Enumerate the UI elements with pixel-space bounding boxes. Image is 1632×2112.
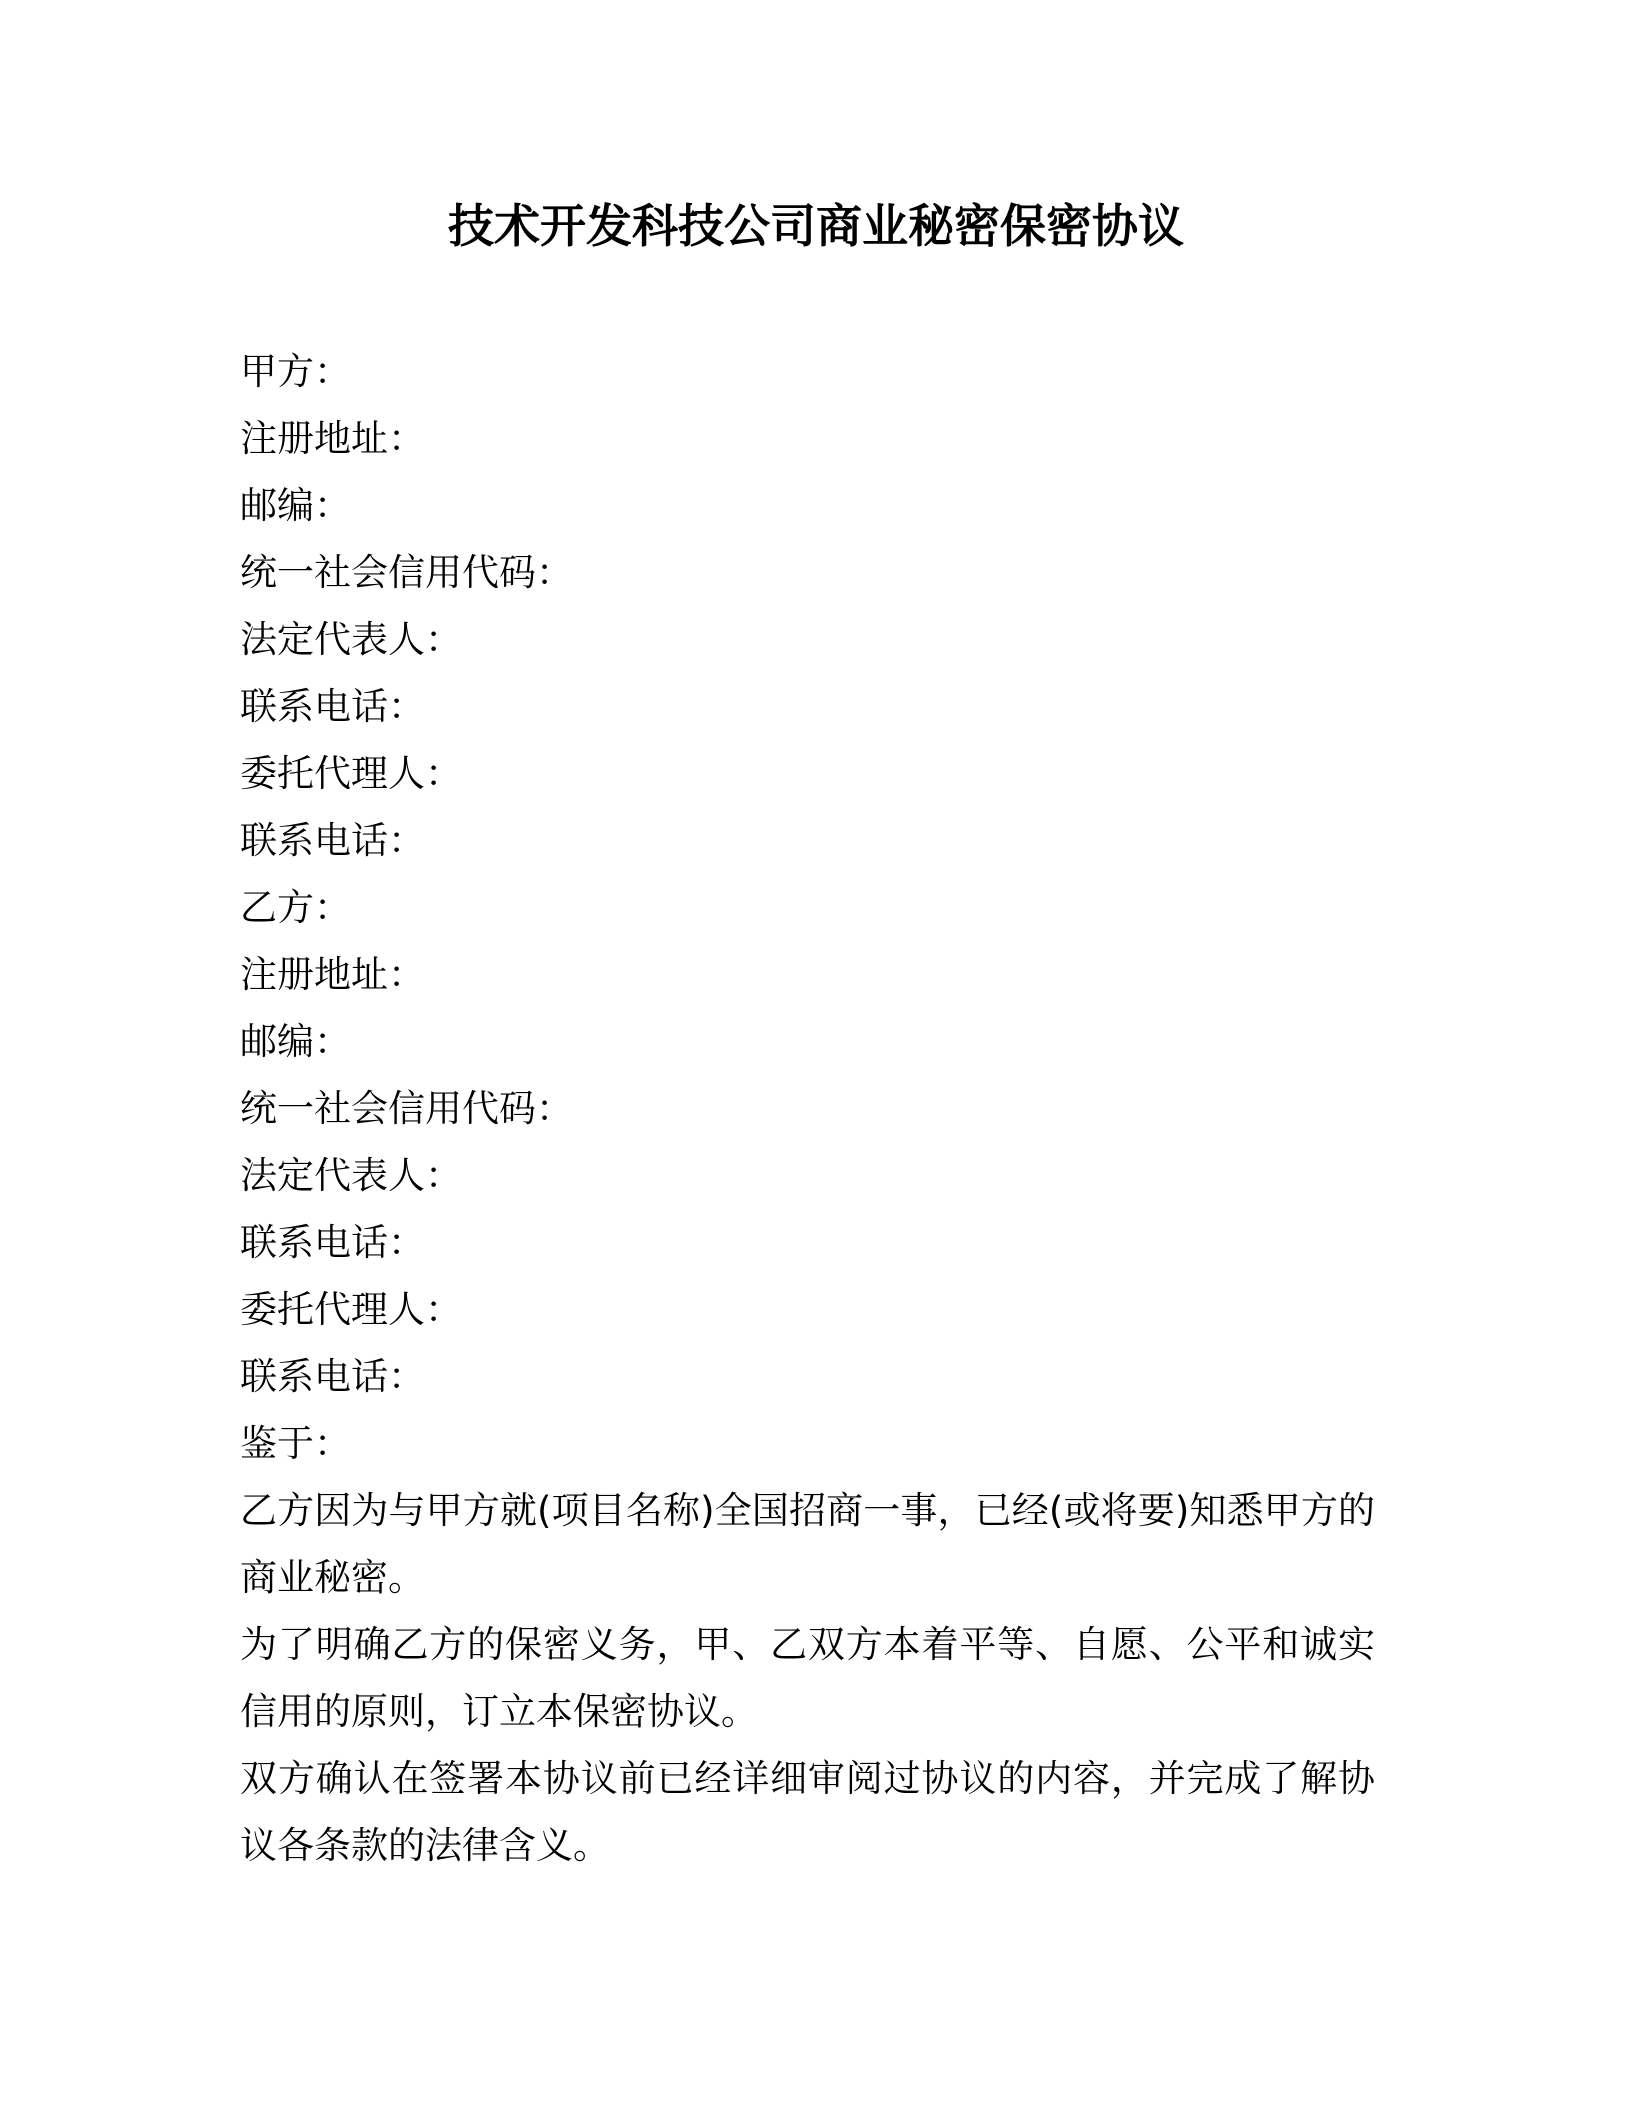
party-b-postcode: 邮编： bbox=[240, 1020, 351, 1063]
recital-paragraph: 双方确认在签署本协议前已经详细审阅过协议的内容，并完成了解协议各条款的法律含义。 bbox=[240, 1757, 1375, 1867]
party-a-section bbox=[240, 338, 1390, 874]
party-b-address: 注册地址： bbox=[240, 953, 425, 996]
whereas-label: 鉴于： bbox=[240, 1422, 351, 1465]
recitals bbox=[240, 1477, 1390, 1879]
party-a-credit-code: 统一社会信用代码： bbox=[240, 551, 573, 594]
party-b-phone: 联系电话： bbox=[240, 1221, 425, 1264]
document-body bbox=[240, 338, 1390, 1879]
party-b-credit-code: 统一社会信用代码： bbox=[240, 1087, 573, 1130]
party-b-legal-rep: 法定代表人： bbox=[240, 1154, 462, 1197]
party-a-agent: 委托代理人： bbox=[240, 752, 462, 795]
party-a-phone: 联系电话： bbox=[240, 685, 425, 728]
party-b-agent-phone: 联系电话： bbox=[240, 1355, 425, 1398]
document-title: 技术开发科技公司商业秘密保密协议 bbox=[448, 199, 1184, 253]
party-a-label: 甲方： bbox=[240, 350, 351, 393]
recital-paragraph: 为了明确乙方的保密义务，甲、乙双方本着平等、自愿、公平和诚实信用的原则，订立本保密协议。 bbox=[240, 1623, 1375, 1733]
party-a-legal-rep: 法定代表人： bbox=[240, 618, 462, 661]
party-a-postcode: 邮编： bbox=[240, 484, 351, 527]
party-a-agent-phone: 联系电话： bbox=[240, 819, 425, 862]
recital-paragraph: 乙方因为与甲方就(项目名称)全国招商一事，已经(或将要)知悉甲方的商业秘密。 bbox=[240, 1489, 1375, 1599]
party-a-address: 注册地址： bbox=[240, 417, 425, 460]
party-b-section bbox=[240, 874, 1390, 1410]
party-b-agent: 委托代理人： bbox=[240, 1288, 462, 1331]
party-b-label: 乙方： bbox=[240, 886, 351, 929]
